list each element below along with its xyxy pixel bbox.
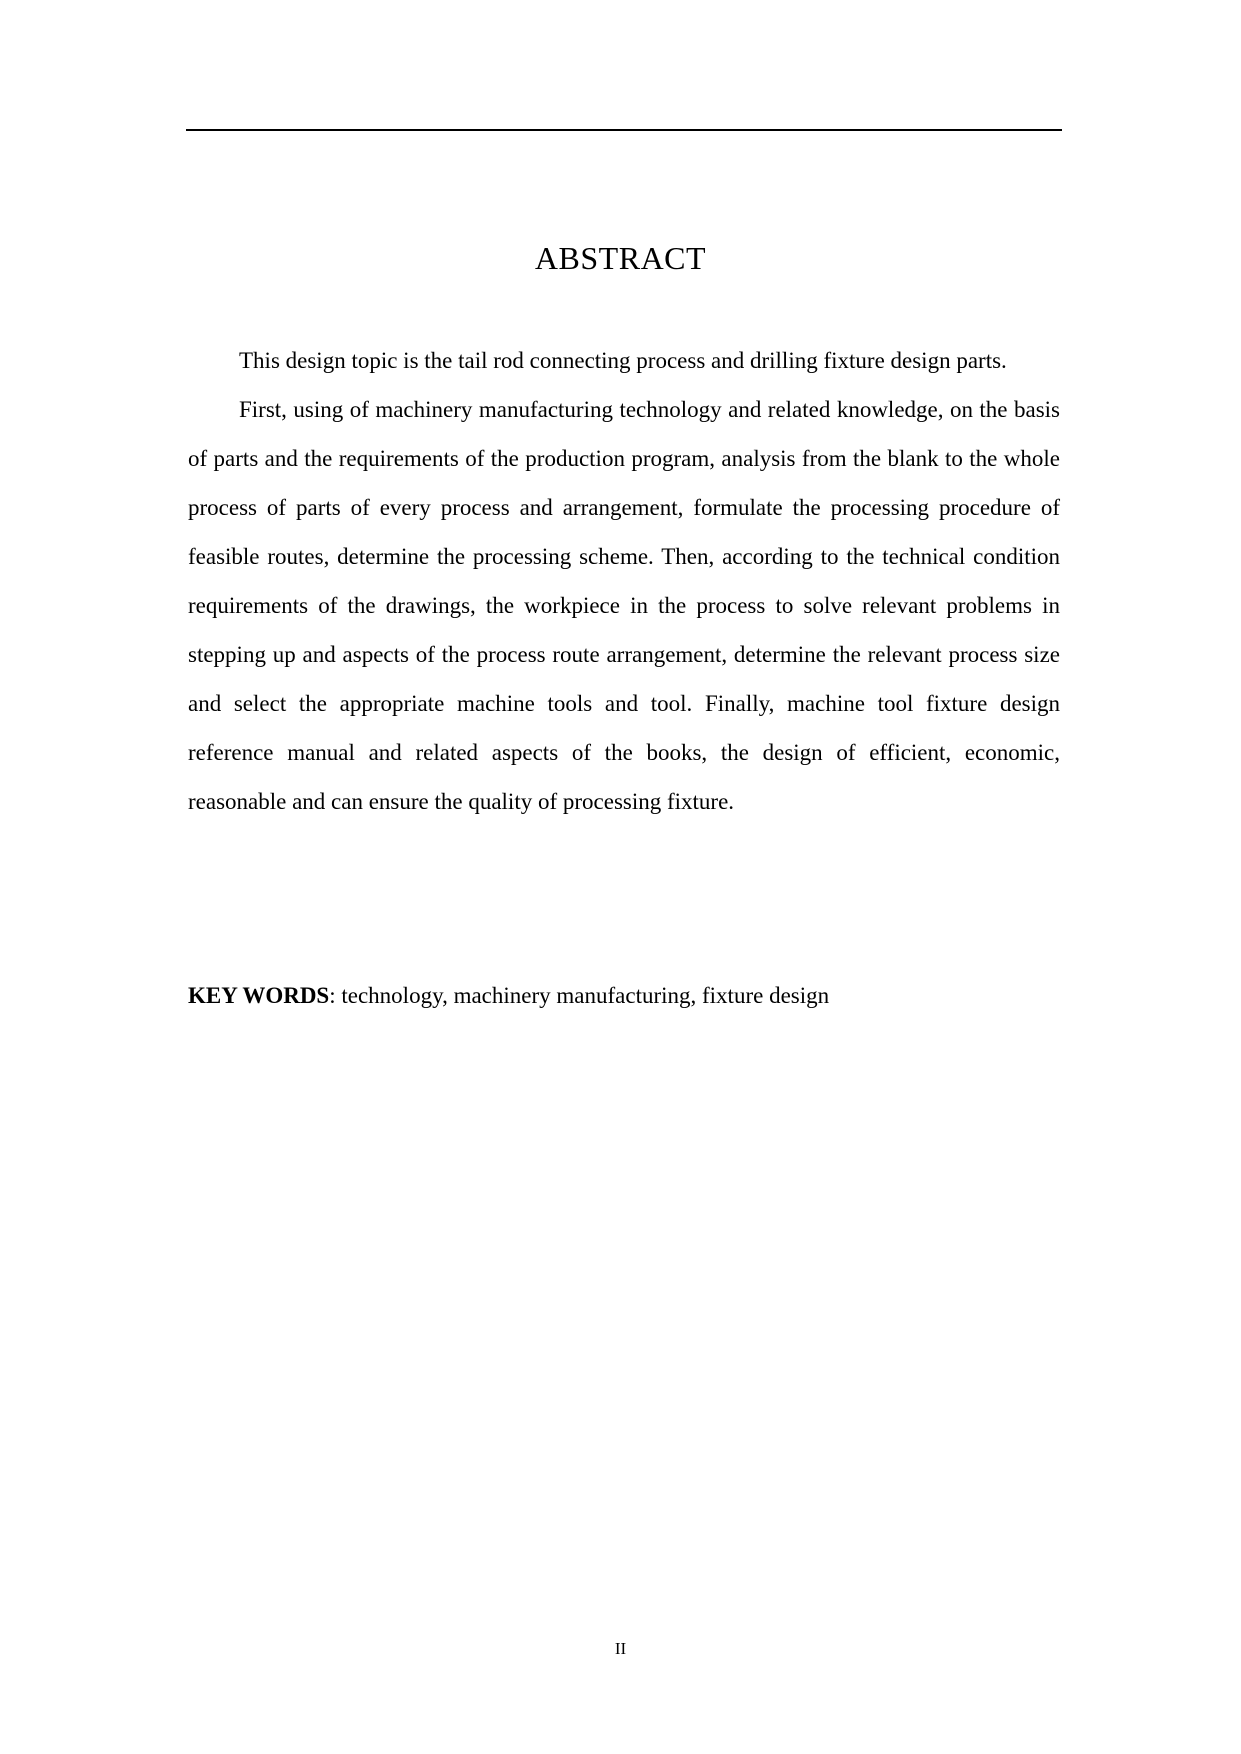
page-title: ABSTRACT bbox=[534, 240, 707, 276]
keywords-text: technology, machinery manufacturing, fixture design bbox=[335, 983, 830, 1008]
keywords-label: KEY WORDS bbox=[188, 983, 330, 1008]
page-number: II bbox=[614, 1639, 627, 1658]
keywords-separator: : bbox=[329, 983, 336, 1008]
header-rule bbox=[186, 129, 1062, 131]
keywords-line bbox=[188, 971, 1060, 1020]
abstract-paragraph-1: This design topic is the tail rod connecting process and drilling fixture design parts. bbox=[239, 348, 1007, 373]
abstract-body bbox=[188, 336, 1060, 826]
abstract-paragraph-2: First, using of machinery manufacturing technology and related knowledge, on the basis of parts and the requirements of the production program, analysis from the blank to the whole process of parts of every process and arrangement, formulate the processing procedure of feasible routes, determine the processing scheme. Then, according to the technical condition requirements of the drawings, the workpiece in the process to solve relevant problems in stepping up and aspects of the process route arrangement, determine the relevant process size and select the appropriate machine tools and tool. Finally, machine tool fixture design reference manual and related aspects of the books, the design of efficient, economic, reasonable and can ensure the quality of processing fixture. bbox=[188, 397, 1060, 814]
